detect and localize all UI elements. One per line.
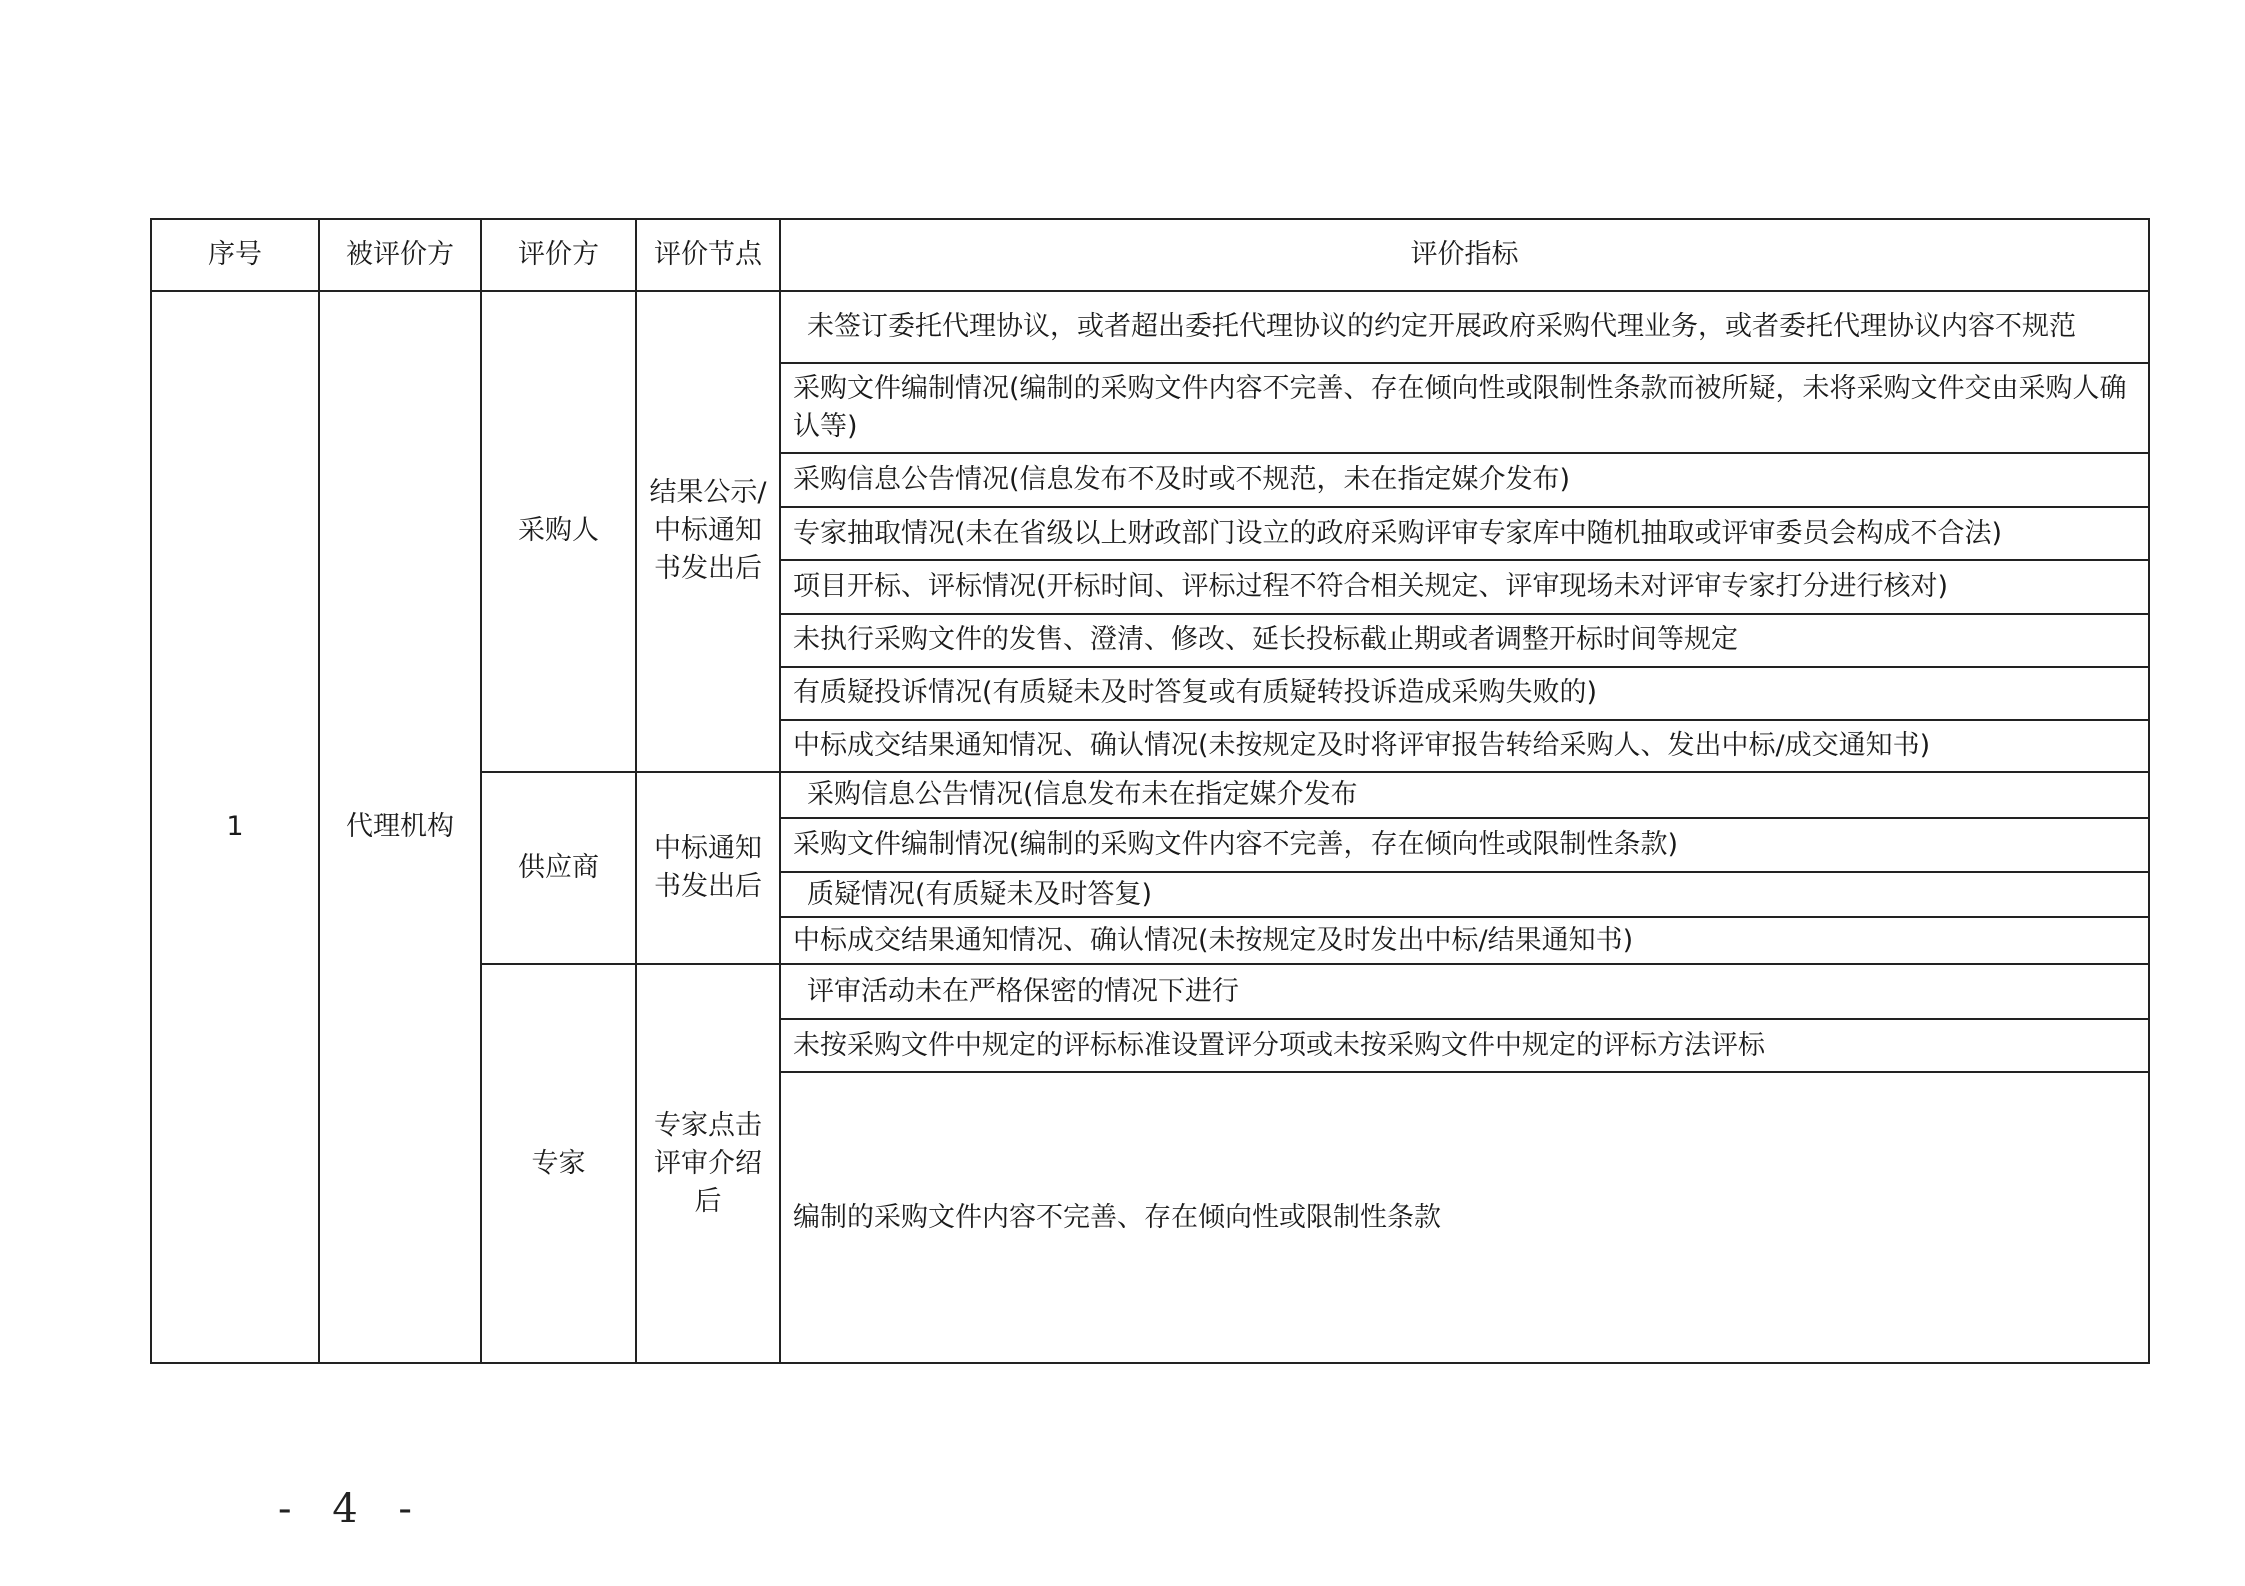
header-evaluator: 评价方 [481, 219, 636, 291]
table-row [151, 291, 2149, 363]
indicator-cell: 项目开标、评标情况(开标时间、评标过程不符合相关规定、评审现场未对评审专家打分进行核对) [780, 560, 2149, 613]
indicator-cell: 中标成交结果通知情况、确认情况(未按规定及时发出中标/结果通知书) [780, 917, 2149, 964]
indicator-cell: 专家抽取情况(未在省级以上财政部门设立的政府采购评审专家库中随机抽取或评审委员会构成不合法) [780, 507, 2149, 560]
evaluator-cell-supplier: 供应商 [481, 772, 636, 964]
indicator-cell: 采购信息公告情况(信息发布不及时或不规范，未在指定媒介发布) [780, 453, 2149, 507]
node-cell-purchaser: 结果公示/中标通知书发出后 [636, 291, 780, 772]
indicator-cell: 有质疑投诉情况(有质疑未及时答复或有质疑转投诉造成采购失败的) [780, 667, 2149, 720]
indicator-cell: 编制的采购文件内容不完善、存在倾向性或限制性条款 [780, 1072, 2149, 1363]
page-number: - 4 - [278, 1486, 426, 1532]
indicator-cell: 未签订委托代理协议，或者超出委托代理协议的约定开展政府采购代理业务，或者委托代理协议内容不规范 [780, 291, 2149, 363]
header-evaluated-party: 被评价方 [319, 219, 481, 291]
evaluation-table [150, 218, 2150, 1364]
header-seq: 序号 [151, 219, 319, 291]
indicator-cell: 质疑情况(有质疑未及时答复) [780, 872, 2149, 917]
evaluator-cell-purchaser: 采购人 [481, 291, 636, 772]
evaluated-party-cell: 代理机构 [319, 291, 481, 1363]
indicator-cell: 采购文件编制情况(编制的采购文件内容不完善、存在倾向性或限制性条款而被所疑，未将采购文件交由采购人确认等) [780, 363, 2149, 453]
indicator-cell: 评审活动未在严格保密的情况下进行 [780, 964, 2149, 1019]
header-evaluation-node: 评价节点 [636, 219, 780, 291]
indicator-cell: 未执行采购文件的发售、澄清、修改、延长投标截止期或者调整开标时间等规定 [780, 614, 2149, 667]
node-cell-supplier: 中标通知书发出后 [636, 772, 780, 964]
header-indicator: 评价指标 [780, 219, 2149, 291]
header-row [151, 219, 2149, 291]
indicator-cell: 未按采购文件中规定的评标标准设置评分项或未按采购文件中规定的评标方法评标 [780, 1019, 2149, 1072]
seq-cell: 1 [151, 291, 319, 1363]
indicator-cell: 中标成交结果通知情况、确认情况(未按规定及时将评审报告转给采购人、发出中标/成交通知书) [780, 720, 2149, 772]
indicator-cell: 采购文件编制情况(编制的采购文件内容不完善，存在倾向性或限制性条款) [780, 818, 2149, 872]
node-cell-expert: 专家点击评审介绍后 [636, 964, 780, 1363]
evaluator-cell-expert: 专家 [481, 964, 636, 1363]
indicator-cell: 采购信息公告情况(信息发布未在指定媒介发布 [780, 772, 2149, 818]
